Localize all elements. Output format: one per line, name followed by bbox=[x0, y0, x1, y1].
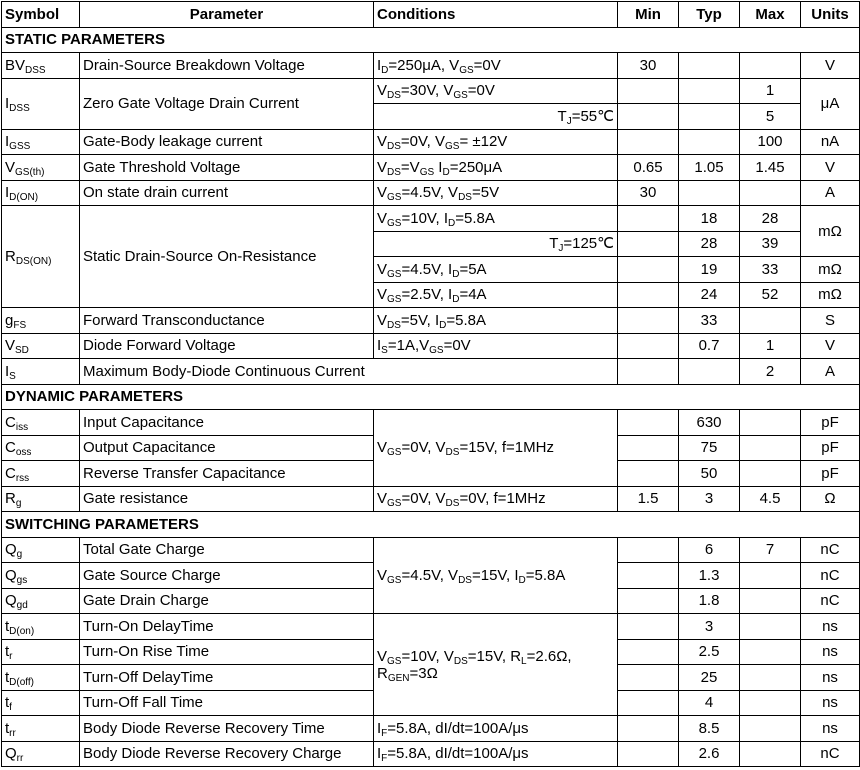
table-row bbox=[2, 410, 860, 436]
typ-cell: 6 bbox=[679, 537, 740, 563]
unit-cell: mΩ bbox=[801, 257, 860, 283]
symbol-cell: $Q_{gs}$ bbox=[2, 563, 80, 589]
min-cell bbox=[618, 231, 679, 257]
typ-cell: 630 bbox=[679, 410, 740, 436]
parameter-cell: Gate resistance bbox=[80, 486, 374, 512]
vgs-value: ±12V bbox=[472, 133, 508, 151]
tj-value: 55℃ bbox=[580, 107, 614, 125]
table-row bbox=[2, 486, 860, 512]
unit-cell: nA bbox=[801, 129, 860, 155]
typ-cell: 33 bbox=[679, 308, 740, 334]
max-cell bbox=[740, 563, 801, 589]
unit-cell: pF bbox=[801, 461, 860, 487]
parameter-cell: Gate Threshold Voltage bbox=[80, 155, 374, 181]
parameter-cell: Body Diode Reverse Recovery Time bbox=[80, 716, 374, 742]
min-cell bbox=[618, 639, 679, 665]
min-cell bbox=[618, 333, 679, 359]
min-cell bbox=[618, 282, 679, 308]
typ-cell: 2.6 bbox=[679, 741, 740, 767]
symbol-cell: $V_{GS(th)}$ bbox=[2, 155, 80, 181]
max-cell bbox=[740, 690, 801, 716]
symbol-cell: $t_f$ bbox=[2, 690, 80, 716]
header-row bbox=[2, 2, 860, 28]
min-cell bbox=[618, 665, 679, 691]
unit-cell: ns bbox=[801, 639, 860, 665]
table-row bbox=[2, 155, 860, 181]
typ-cell: 50 bbox=[679, 461, 740, 487]
unit-cell: pF bbox=[801, 410, 860, 436]
symbol-cell: $t_{D(off)}$ bbox=[2, 665, 80, 691]
min-cell bbox=[618, 410, 679, 436]
conditions-cell: $V_{GS}=0V$, $V_{DS}=15V$, f=1MHz bbox=[374, 410, 618, 487]
conditions-cell: $V_{DS}=30V$, $V_{GS}=0V$ bbox=[374, 78, 618, 104]
symbol-cell: $Q_{gd}$ bbox=[2, 588, 80, 614]
parameter-cell: Total Gate Charge bbox=[80, 537, 374, 563]
symbol-cell: $I_{D(ON)}$ bbox=[2, 180, 80, 206]
unit-cell: Ω bbox=[801, 486, 860, 512]
section-row bbox=[2, 512, 860, 538]
min-cell bbox=[618, 537, 679, 563]
header-symbol: Symbol bbox=[2, 2, 80, 28]
typ-cell bbox=[679, 104, 740, 130]
conditions-cell: $V_{DS}=V_{GS}$ $I_D=250\mu A$ bbox=[374, 155, 618, 181]
max-cell bbox=[740, 614, 801, 640]
parameter-cell: Reverse Transfer Capacitance bbox=[80, 461, 374, 487]
table-row bbox=[2, 741, 860, 767]
symbol-cell: $g_{FS}$ bbox=[2, 308, 80, 334]
section-dynamic: DYNAMIC PARAMETERS bbox=[2, 384, 860, 410]
symbol-cell: $Q_{rr}$ bbox=[2, 741, 80, 767]
max-cell: 100 bbox=[740, 129, 801, 155]
max-cell bbox=[740, 665, 801, 691]
max-cell: 52 bbox=[740, 282, 801, 308]
unit-cell: mΩ bbox=[801, 206, 860, 257]
parameter-cell: Turn-On Rise Time bbox=[80, 639, 374, 665]
conditions-cell: $V_{GS}=10V$, $V_{DS}=15V$, $R_L=2.6\Omega$, $R_{GEN}=3\Omega$ bbox=[374, 614, 618, 716]
conditions-cell: $V_{DS}=5V$, $I_D=5.8A$ bbox=[374, 308, 618, 334]
table-row bbox=[2, 206, 860, 232]
unit-cell: μA bbox=[801, 78, 860, 129]
unit-cell: ns bbox=[801, 716, 860, 742]
conditions-cell: $I_S=1A,V_{GS}=0V$ bbox=[374, 333, 618, 359]
symbol-cell: $R_{DS(ON)}$ bbox=[2, 206, 80, 308]
typ-cell: 3 bbox=[679, 486, 740, 512]
electrical-characteristics-table bbox=[1, 1, 860, 767]
table-row bbox=[2, 359, 860, 385]
unit-cell: V bbox=[801, 333, 860, 359]
min-cell: 30 bbox=[618, 53, 679, 79]
max-cell: 33 bbox=[740, 257, 801, 283]
symbol-cell: $C_{iss}$ bbox=[2, 410, 80, 436]
unit-cell: ns bbox=[801, 614, 860, 640]
symbol-cell: $C_{oss}$ bbox=[2, 435, 80, 461]
unit-cell: pF bbox=[801, 435, 860, 461]
min-cell bbox=[618, 563, 679, 589]
header-max: Max bbox=[740, 2, 801, 28]
typ-cell: 1.05 bbox=[679, 155, 740, 181]
min-cell: 1.5 bbox=[618, 486, 679, 512]
conditions-cell: $I_F=5.8A$, dI/dt=100A/μs bbox=[374, 716, 618, 742]
min-cell bbox=[618, 78, 679, 104]
typ-cell bbox=[679, 129, 740, 155]
min-cell bbox=[618, 308, 679, 334]
symbol-cell: $I_{DSS}$ bbox=[2, 78, 80, 129]
header-conditions: Conditions bbox=[374, 2, 618, 28]
min-cell bbox=[618, 614, 679, 640]
typ-cell: 19 bbox=[679, 257, 740, 283]
parameter-cell: Gate-Body leakage current bbox=[80, 129, 374, 155]
typ-cell: 8.5 bbox=[679, 716, 740, 742]
conditions-cell: $T_J=55℃$ bbox=[374, 104, 618, 130]
table-row bbox=[2, 614, 860, 640]
typ-cell bbox=[679, 359, 740, 385]
max-cell: 2 bbox=[740, 359, 801, 385]
min-cell bbox=[618, 716, 679, 742]
unit-cell: ns bbox=[801, 665, 860, 691]
table-row bbox=[2, 53, 860, 79]
conditions-cell: $V_{GS}=0V$, $V_{DS}=0V$, f=1MHz bbox=[374, 486, 618, 512]
unit-cell: V bbox=[801, 53, 860, 79]
typ-cell: 0.7 bbox=[679, 333, 740, 359]
unit-cell: S bbox=[801, 308, 860, 334]
unit-cell: nC bbox=[801, 537, 860, 563]
table-row bbox=[2, 78, 860, 104]
min-cell bbox=[618, 129, 679, 155]
max-cell: 28 bbox=[740, 206, 801, 232]
header-parameter: Parameter bbox=[80, 2, 374, 28]
unit-cell: mΩ bbox=[801, 282, 860, 308]
symbol-cell: $Q_g$ bbox=[2, 537, 80, 563]
typ-cell: 2.5 bbox=[679, 639, 740, 665]
symbol-cell: $t_r$ bbox=[2, 639, 80, 665]
symbol-cell: $BV_{DSS}$ bbox=[2, 53, 80, 79]
typ-cell: 1.3 bbox=[679, 563, 740, 589]
parameter-cell: On state drain current bbox=[80, 180, 374, 206]
table-row bbox=[2, 180, 860, 206]
typ-cell: 24 bbox=[679, 282, 740, 308]
max-cell: 1.45 bbox=[740, 155, 801, 181]
parameter-cell: Gate Source Charge bbox=[80, 563, 374, 589]
unit-cell: V bbox=[801, 155, 860, 181]
min-cell bbox=[618, 690, 679, 716]
parameter-cell: Turn-Off Fall Time bbox=[80, 690, 374, 716]
symbol-cell: $I_S$ bbox=[2, 359, 80, 385]
header-units: Units bbox=[801, 2, 860, 28]
max-cell: 4.5 bbox=[740, 486, 801, 512]
table-row bbox=[2, 716, 860, 742]
parameter-cell: Input Capacitance bbox=[80, 410, 374, 436]
table-row bbox=[2, 537, 860, 563]
parameter-cell: Turn-On DelayTime bbox=[80, 614, 374, 640]
symbol-cell: $V_{SD}$ bbox=[2, 333, 80, 359]
min-cell bbox=[618, 359, 679, 385]
table-row bbox=[2, 333, 860, 359]
parameter-cell: Output Capacitance bbox=[80, 435, 374, 461]
section-row bbox=[2, 384, 860, 410]
symbol-cell: $t_{D(on)}$ bbox=[2, 614, 80, 640]
table-row bbox=[2, 308, 860, 334]
unit-cell: nC bbox=[801, 588, 860, 614]
conditions-cell: $V_{DS}=0V$, $V_{GS}= \pm 12V$ bbox=[374, 129, 618, 155]
unit-cell: A bbox=[801, 359, 860, 385]
unit-cell: A bbox=[801, 180, 860, 206]
max-cell bbox=[740, 716, 801, 742]
typ-cell: 4 bbox=[679, 690, 740, 716]
min-cell: 30 bbox=[618, 180, 679, 206]
min-cell: 0.65 bbox=[618, 155, 679, 181]
typ-cell bbox=[679, 78, 740, 104]
max-cell: 1 bbox=[740, 333, 801, 359]
parameter-cell: Diode Forward Voltage bbox=[80, 333, 374, 359]
parameter-cell: Forward Transconductance bbox=[80, 308, 374, 334]
symbol-cell: $R_g$ bbox=[2, 486, 80, 512]
typ-cell: 18 bbox=[679, 206, 740, 232]
header-min: Min bbox=[618, 2, 679, 28]
min-cell bbox=[618, 435, 679, 461]
header-typ: Typ bbox=[679, 2, 740, 28]
conditions-cell: $I_F=5.8A$, dI/dt=100A/μs bbox=[374, 741, 618, 767]
section-row bbox=[2, 27, 860, 53]
conditions-cell: $V_{GS}=10V$, $I_D=5.8A$ bbox=[374, 206, 618, 232]
typ-cell: 28 bbox=[679, 231, 740, 257]
max-cell: 5 bbox=[740, 104, 801, 130]
section-static: STATIC PARAMETERS bbox=[2, 27, 860, 53]
min-cell bbox=[618, 741, 679, 767]
min-cell bbox=[618, 588, 679, 614]
parameter-cell: Body Diode Reverse Recovery Charge bbox=[80, 741, 374, 767]
max-cell bbox=[740, 588, 801, 614]
max-cell bbox=[740, 53, 801, 79]
min-cell bbox=[618, 257, 679, 283]
parameter-cell: Gate Drain Charge bbox=[80, 588, 374, 614]
unit-cell: ns bbox=[801, 690, 860, 716]
max-cell bbox=[740, 741, 801, 767]
min-cell bbox=[618, 461, 679, 487]
section-switching: SWITCHING PARAMETERS bbox=[2, 512, 860, 538]
table-row bbox=[2, 129, 860, 155]
conditions-cell: $V_{GS}=4.5V$, $I_D=5A$ bbox=[374, 257, 618, 283]
typ-cell: 75 bbox=[679, 435, 740, 461]
typ-cell bbox=[679, 53, 740, 79]
parameter-cell: Static Drain-Source On-Resistance bbox=[80, 206, 374, 308]
typ-cell: 1.8 bbox=[679, 588, 740, 614]
max-cell: 1 bbox=[740, 78, 801, 104]
parameter-cell: Drain-Source Breakdown Voltage bbox=[80, 53, 374, 79]
conditions-cell: $V_{GS}=2.5V$, $I_D=4A$ bbox=[374, 282, 618, 308]
parameter-cell: Maximum Body-Diode Continuous Current bbox=[80, 359, 618, 385]
conditions-cell: $I_D=250\mu A$, $V_{GS}=0V$ bbox=[374, 53, 618, 79]
symbol-cell: $I_{GSS}$ bbox=[2, 129, 80, 155]
conditions-cell: $V_{GS}=4.5V$, $V_{DS}=5V$ bbox=[374, 180, 618, 206]
conditions-cell: $V_{GS}=4.5V$, $V_{DS}=15V$, $I_D=5.8A$ bbox=[374, 537, 618, 614]
max-cell bbox=[740, 639, 801, 665]
max-cell bbox=[740, 461, 801, 487]
max-cell bbox=[740, 308, 801, 334]
parameter-cell: Turn-Off DelayTime bbox=[80, 665, 374, 691]
max-cell: 39 bbox=[740, 231, 801, 257]
typ-cell: 3 bbox=[679, 614, 740, 640]
symbol-cell: $C_{rss}$ bbox=[2, 461, 80, 487]
conditions-cell: $T_J=125℃$ bbox=[374, 231, 618, 257]
unit-cell: nC bbox=[801, 563, 860, 589]
max-cell bbox=[740, 180, 801, 206]
typ-cell: 25 bbox=[679, 665, 740, 691]
max-cell bbox=[740, 435, 801, 461]
max-cell: 7 bbox=[740, 537, 801, 563]
parameter-cell: Zero Gate Voltage Drain Current bbox=[80, 78, 374, 129]
typ-cell bbox=[679, 180, 740, 206]
min-cell bbox=[618, 104, 679, 130]
max-cell bbox=[740, 410, 801, 436]
min-cell bbox=[618, 206, 679, 232]
unit-cell: nC bbox=[801, 741, 860, 767]
symbol-cell: $t_{rr}$ bbox=[2, 716, 80, 742]
tj-value: 125℃ bbox=[572, 235, 614, 253]
